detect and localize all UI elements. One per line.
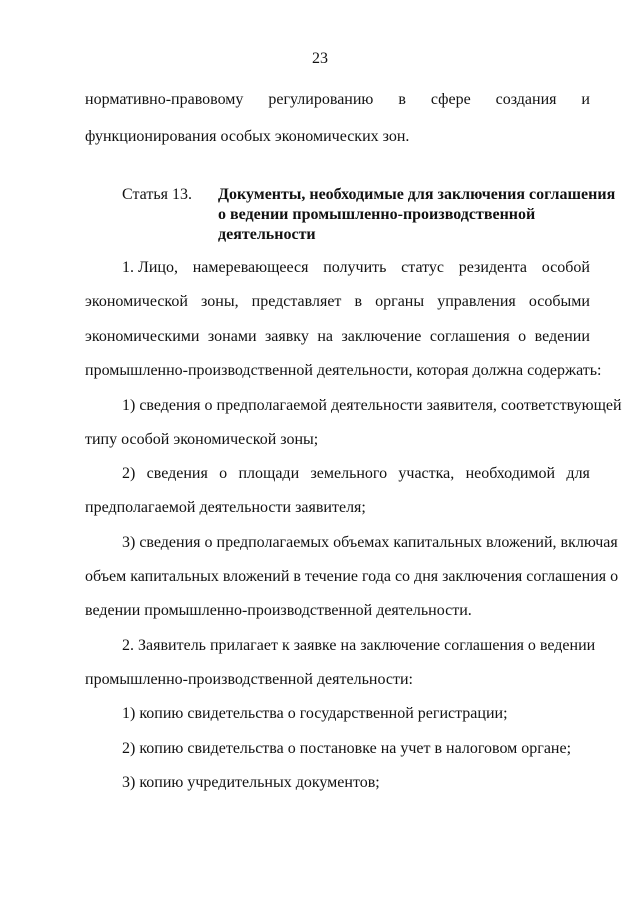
- word: получить: [323, 259, 387, 276]
- article-title-line: Документы, необходимые для заключения соглашения: [218, 186, 616, 203]
- item2-line-1: [122, 464, 590, 484]
- article-title-line: о ведении промышленно-производственной: [218, 206, 536, 223]
- para2-line-1: 2. Заявитель прилагает к заявке на заключение соглашения о ведении: [122, 637, 596, 654]
- intro-line-2: функционирования особых экономических зон.: [85, 128, 410, 145]
- para1-line-3: [85, 327, 590, 347]
- item1-line-2: типу особой экономической зоны;: [85, 431, 319, 448]
- list2-item-1: 1) копию свидетельства о государственной регистрации;: [122, 705, 508, 722]
- item3-line-2: объем капитальных вложений в течение года со дня заключения соглашения о: [85, 568, 619, 585]
- word: в: [354, 293, 363, 310]
- word: 1. Лицо,: [122, 259, 178, 276]
- item1-line-1: 1) сведения о предполагаемой деятельности заявителя, соответствующей: [122, 397, 622, 414]
- para1-line-1: [122, 258, 590, 278]
- para2-line-2: промышленно-производственной деятельности:: [85, 671, 413, 688]
- list2-item-2: 2) копию свидетельства о постановке на учет в налоговом органе;: [122, 740, 572, 757]
- item3-line-1: 3) сведения о предполагаемых объемах капитальных вложений, включая: [122, 534, 618, 551]
- article-title: [218, 185, 616, 245]
- word: особой: [541, 259, 590, 276]
- word: необходимой: [465, 465, 556, 482]
- word: площади: [238, 465, 300, 482]
- word: зонами: [207, 328, 257, 345]
- word: сведения: [146, 465, 208, 482]
- article-label: Статья 13.: [122, 186, 192, 203]
- word: резидента: [458, 259, 528, 276]
- item2-line-2: предполагаемой деятельности заявителя;: [85, 499, 366, 516]
- article-title-line: деятельности: [218, 226, 316, 243]
- word: земельного: [310, 465, 388, 482]
- item3-line-3: ведении промышленно-производственной деятельности.: [85, 602, 472, 619]
- word: нормативно-правовому: [85, 91, 244, 108]
- word: в: [398, 91, 406, 108]
- word: статус: [401, 259, 445, 276]
- word: представляет: [251, 293, 342, 310]
- word: управления: [437, 293, 516, 310]
- word: соглашения: [429, 328, 510, 345]
- para1-line-2: [85, 292, 590, 312]
- word: заключение: [341, 328, 422, 345]
- word: ведении: [534, 328, 590, 345]
- word: создания: [495, 91, 557, 108]
- word: и: [581, 91, 590, 108]
- word: для: [566, 465, 590, 482]
- word: на: [317, 328, 333, 345]
- word: экономической: [85, 293, 188, 310]
- word: о: [518, 328, 527, 345]
- word: зоны,: [201, 293, 239, 310]
- word: сфере: [430, 91, 471, 108]
- word: намеревающееся: [192, 259, 309, 276]
- list2-item-3: 3) копию учредительных документов;: [122, 774, 380, 791]
- word: органы: [375, 293, 425, 310]
- para1-line-4: промышленно-производственной деятельности, которая должна содержать:: [85, 362, 602, 379]
- page-number: 23: [312, 50, 328, 67]
- word: о: [219, 465, 228, 482]
- word: участка,: [398, 465, 455, 482]
- word: экономическими: [85, 328, 200, 345]
- word: регулированию: [268, 91, 374, 108]
- intro-line-1: [85, 90, 590, 110]
- word: 2): [122, 465, 136, 482]
- word: заявку: [264, 328, 309, 345]
- word: особыми: [528, 293, 590, 310]
